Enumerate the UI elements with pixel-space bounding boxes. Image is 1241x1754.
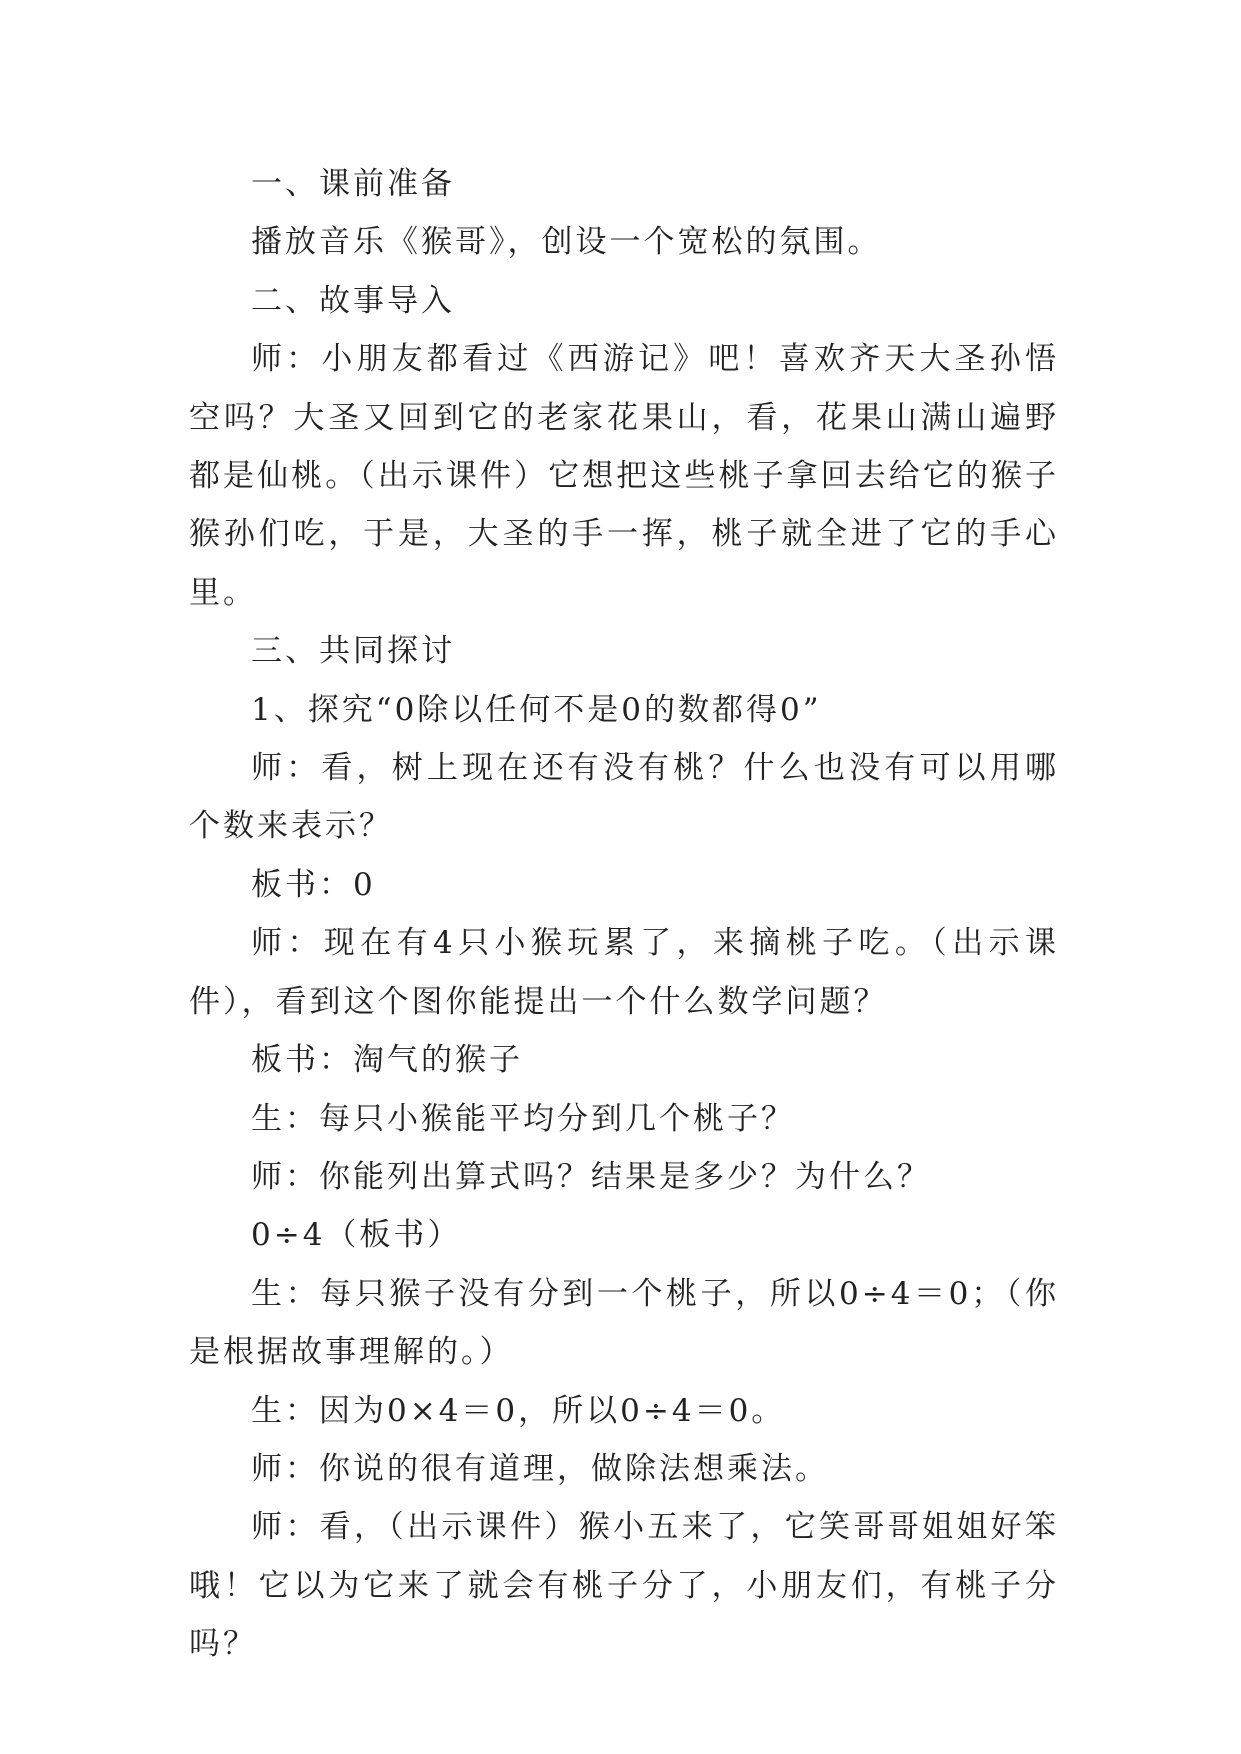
paragraph-music: 播放音乐《猴哥》，创设一个宽松的氛围。 [251,224,882,261]
paragraph-board-monkey: 板书：淘气的猴子 [251,1042,523,1079]
paragraph-story: 师：小朋友都看过《西游记》吧！喜欢齐天大圣孙悟空吗？大圣又回到它的老家花果山，看，花果山满山遍野都是仙桃。（出示课件）它想把这些桃子拿回去给它的猴子猴孙们吃，于是，大圣的手一挥，桃子就全进了它的手心里。 [189,341,1059,611]
paragraph-board-zero: 板书：0 [251,866,376,903]
paragraph-student-answer-1: 生：每只猴子没有分到一个桃子，所以0÷4＝0；（你是根据故事理解的。） [189,1275,1059,1371]
paragraph-teacher-fifth-monkey: 师：看，（出示课件）猴小五来了，它笑哥哥姐姐好笨哦！它以为它来了就会有桃子分了，小朋友们，有桃子分吗？ [189,1509,1059,1663]
document-body [189,155,1059,1674]
paragraph-board-division: 0÷4（板书） [251,1217,462,1254]
paragraph-teacher-monkeys: 师：现在有4只小猴玩累了，来摘桃子吃。（出示课件），看到这个图你能提出一个什么数学问题？ [189,925,1059,1020]
paragraph-student-question: 生：每只小猴能平均分到几个桃子？ [251,1100,795,1137]
paragraph-explore: 1、探究“0除以任何不是0的数都得0” [251,691,822,728]
section-heading-discussion: 三、共同探讨 [251,633,455,670]
paragraph-student-answer-2: 生：因为0×4＝0，所以0÷4＝0。 [251,1392,786,1429]
paragraph-teacher-praise: 师：你说的很有道理，做除法想乘法。 [251,1450,829,1487]
section-heading-preparation: 一、课前准备 [251,166,455,202]
paragraph-teacher-tree: 师：看，树上现在还有没有桃？什么也没有可以用哪个数来表示？ [189,750,1059,845]
section-heading-story: 二、故事导入 [251,282,455,319]
paragraph-teacher-formula: 师：你能列出算式吗？结果是多少？为什么？ [251,1158,931,1195]
